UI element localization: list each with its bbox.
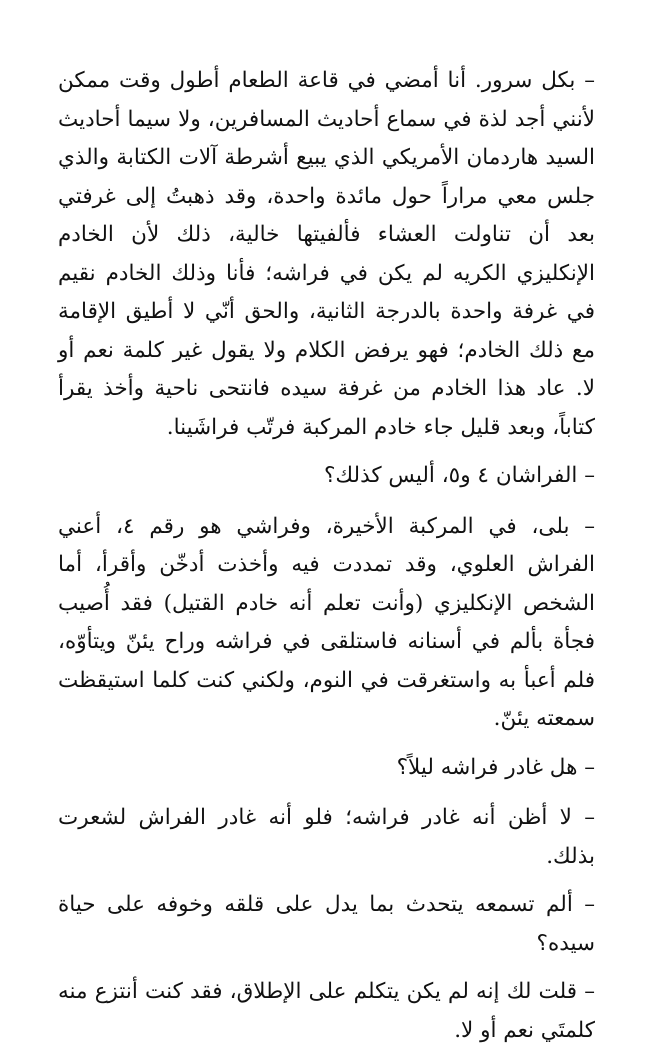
paragraph: – ألم تسمعه يتحدث بما يدل على قلقه وخوفه على حياة سيده؟ <box>58 892 595 956</box>
paragraph: – الفراشان ٤ و٥، أليس كذلك؟ <box>324 463 595 488</box>
paragraph: – بلى، في المركبة الأخيرة، وفراشي هو رقم ٤، أعني الفراش العلوي، وقد تمددت فيه وأخذت أدخّن وأقرأ، أما الشخص الإنكليزي (وأنت تعلم أنه خادم القتيل) فقد أُصيب فجأة بألم في أسنانه فاستلقى في فراشه وراح يئنّ ويتأوّه، فلم أعبأ به واستغرقت في النوم، ولكني كنت كلما استيقظت سمعته يئنّ. <box>58 513 596 731</box>
paragraph: – قلت لك إنه لم يكن يتكلم على الإطلاق، فقد كنت أنتزع منه كلمتَي نعم أو لا. <box>58 979 595 1043</box>
paragraph: – بكل سرور. أنا أمضي في قاعة الطعام أطول وقت ممكن لأنني أجد لذة في سماع أحاديث المسافرين، ولا سيما أحاديث السيد هاردمان الأمريكي الذي يبيع أشرطة آلات الكتابة والذي جلس معي مراراً حول مائدة واحدة، وقد ذهبتُ إلى غرفتي بعد أن تناولت العشاء فألفيتها خالية، ذلك لأن الخادم الإنكليزي الكريه لم يكن في فراشه؛ فأنا وذلك الخادم نقيم في غرفة واحدة بالدرجة الثانية، والحق أنّي لا أطيق الإقامة مع ذلك الخادم؛ فهو يرفض الكلام ولا يقول غير كلمة نعم أو لا. عاد هذا الخادم من غرفة سيده فانتحى ناحية وأخذ يقرأ كتاباً، وبعد قليل جاء خادم المركبة فرتّب فراشَينا. <box>58 68 595 440</box>
paragraph: – لا أظن أنه غادر فراشه؛ فلو أنه غادر الفراش لشعرت بذلك. <box>58 805 595 869</box>
page-body-text <box>58 62 595 1050</box>
paragraph: – هل غادر فراشه ليلاً؟ <box>396 754 595 780</box>
